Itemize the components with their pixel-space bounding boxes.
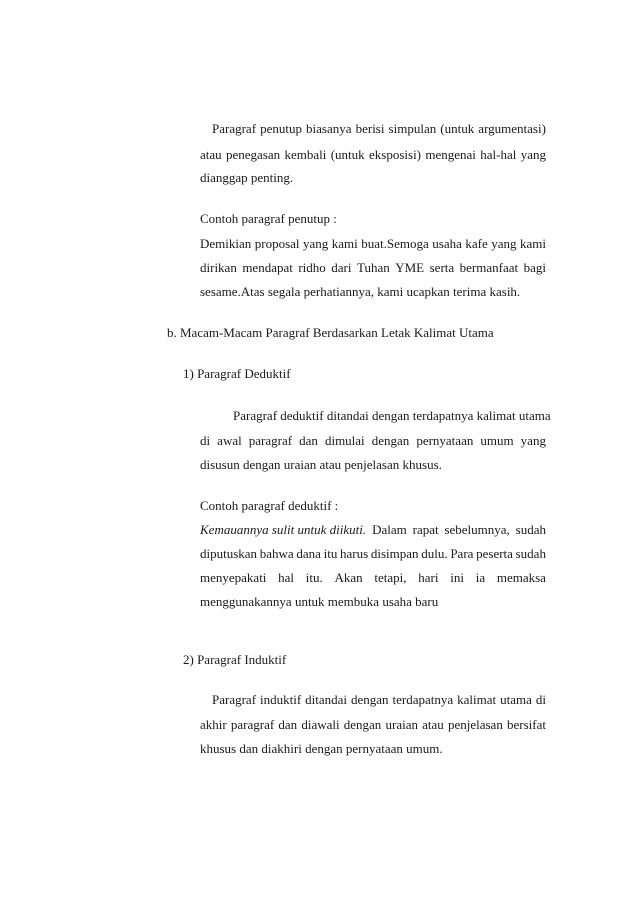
induktif-paragraph-line-3: khusus dan diakhiri dengan pernyataan umum.: [200, 741, 443, 756]
deduktif-paragraph-line-2: [200, 433, 546, 449]
deduktif-example-italic-sentence: Kemauannya sulit untuk diikuti.: [200, 522, 367, 537]
word: usaha: [432, 236, 462, 251]
word: proposal: [254, 236, 300, 251]
word: atau: [200, 147, 222, 162]
word: paragraf: [230, 717, 275, 732]
word: kami: [519, 236, 546, 251]
word: yang: [520, 433, 546, 448]
word: umum: [480, 433, 514, 448]
induktif-paragraph-line-1: [212, 692, 546, 708]
word: mendapat: [242, 260, 293, 275]
word: ridho: [298, 260, 326, 275]
word: bersifat: [507, 717, 546, 732]
word: kafe: [465, 236, 488, 251]
penutup-example-line-1: [200, 236, 546, 252]
word: dirikan: [200, 260, 237, 275]
word: biasanya: [306, 121, 352, 136]
word: tetapi,: [374, 570, 407, 585]
word: diawali: [301, 717, 340, 732]
word: Demikian: [200, 236, 252, 251]
deduktif-example-line-3: [200, 570, 546, 586]
word: kalimat: [457, 692, 497, 707]
word: dengan: [343, 717, 382, 732]
word: akhir: [200, 717, 227, 732]
word: ditandai: [305, 692, 348, 707]
word: ia: [475, 570, 486, 585]
induktif-paragraph-line-2: [200, 717, 546, 733]
deduktif-example-line-1: [200, 522, 546, 538]
word: kami: [331, 236, 358, 251]
word: induktif: [260, 692, 302, 707]
penutup-example-label: Contoh paragraf penutup :: [200, 211, 337, 226]
word: mengenai: [425, 147, 476, 162]
penutup-paragraph-line-1: [212, 121, 546, 137]
word: buat.Semoga: [361, 236, 429, 251]
word: Paragraf: [212, 692, 257, 707]
word: hal-hal: [480, 147, 517, 162]
word: simpulan: [388, 121, 437, 136]
word: ini: [450, 570, 464, 585]
word: eksposisi): [369, 147, 422, 162]
word: (untuk: [330, 147, 365, 162]
word: berisi: [355, 121, 385, 136]
word: menyepakati: [200, 570, 267, 585]
word: itu.: [305, 570, 323, 585]
word: YME: [395, 260, 425, 275]
word: Tuhan: [356, 260, 390, 275]
word: Para: [450, 546, 474, 561]
word: Akan: [334, 570, 363, 585]
word: memaksa: [496, 570, 546, 585]
word: disimpan: [370, 546, 419, 561]
word: hal: [278, 570, 295, 585]
word: paragraf: [248, 433, 293, 448]
word: dengan: [351, 692, 389, 707]
word: yang: [303, 236, 329, 251]
word: dari: [331, 260, 352, 275]
word: utama: [500, 692, 532, 707]
deduktif-example-line-4: menggunakannya untuk membuka usaha baru: [200, 594, 439, 609]
word: serta: [429, 260, 455, 275]
word: pernyataan: [416, 433, 474, 448]
word: awal: [217, 433, 242, 448]
word: bagi: [523, 260, 546, 275]
deduktif-paragraph-line-1: Paragraf deduktif ditandai dengan terdapatnya kalimat utama: [233, 408, 551, 423]
word: dan: [278, 717, 298, 732]
penutup-example-line-3: sesame.Atas segala perhatiannya, kami ucapkan terima kasih.: [200, 284, 521, 299]
word: peserta: [476, 546, 513, 561]
word: bermanfaat: [459, 260, 519, 275]
word: Paragraf: [212, 121, 257, 136]
word: bahwa: [259, 546, 294, 561]
word: dimulai: [324, 433, 365, 448]
deduktif-example-label: Contoh paragraf deduktif :: [200, 498, 339, 513]
word: sudah: [515, 546, 546, 561]
word: (untuk: [440, 121, 475, 136]
word: penjelasan: [447, 717, 503, 732]
word: diputuskan: [200, 546, 258, 561]
word: dengan: [371, 433, 410, 448]
deduktif-example-line-1-rest: [372, 522, 546, 538]
word: yang: [520, 147, 546, 162]
word: dana: [296, 546, 321, 561]
deduktif-heading: 1) Paragraf Deduktif: [183, 366, 291, 381]
word: hari: [418, 570, 439, 585]
word: atau: [422, 717, 444, 732]
word: harus: [340, 546, 369, 561]
deduktif-paragraph-line-3: disusun dengan uraian atau penjelasan khusus.: [200, 457, 442, 472]
induktif-heading: 2) Paragraf Induktif: [183, 652, 287, 667]
penutup-example-line-2: [200, 260, 546, 276]
word: yang: [491, 236, 517, 251]
word: sebelumnya,: [444, 522, 510, 537]
word: argumentasi): [478, 121, 546, 136]
word: dulu.: [421, 546, 448, 561]
word: kembali: [284, 147, 327, 162]
word: penegasan: [226, 147, 281, 162]
word: di: [200, 433, 211, 448]
deduktif-example-line-2: [200, 546, 546, 562]
word: penutup: [260, 121, 302, 136]
word: dan: [299, 433, 318, 448]
word: rapat: [412, 522, 439, 537]
word: terdapatnya: [392, 692, 454, 707]
penutup-paragraph-line-2: [200, 147, 546, 163]
word: uraian: [385, 717, 418, 732]
word: di: [535, 692, 546, 707]
word: sudah: [515, 522, 546, 537]
word: Dalam: [372, 522, 407, 537]
section-b-heading: b. Macam-Macam Paragraf Berdasarkan Letak Kalimat Utama: [167, 325, 494, 340]
penutup-paragraph-line-3: dianggap penting.: [200, 170, 294, 185]
word: itu: [323, 546, 338, 561]
